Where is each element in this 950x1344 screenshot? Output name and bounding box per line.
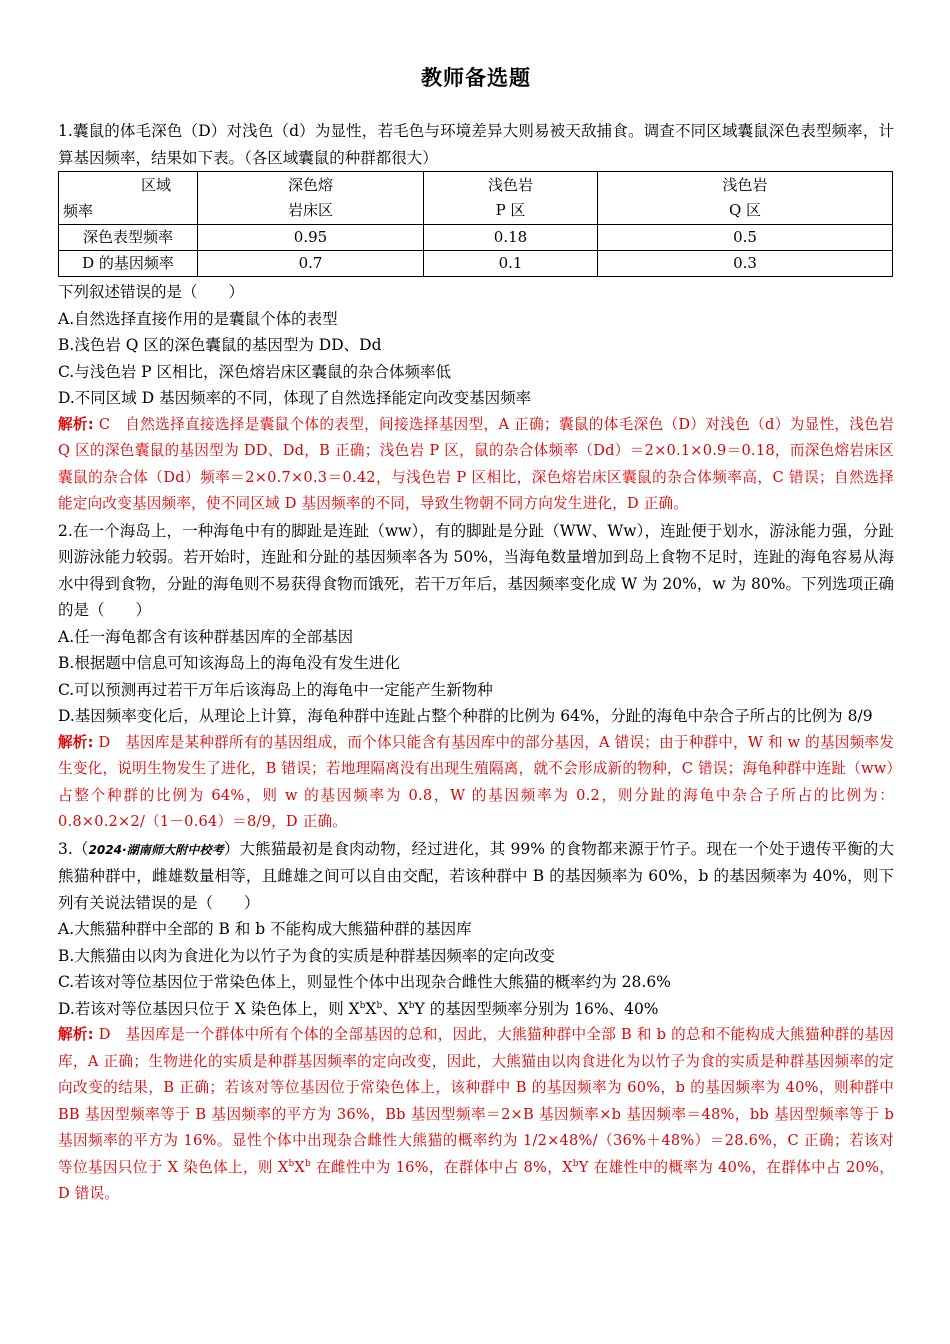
row-label: 深色表型频率 [59, 225, 198, 251]
q3-number: 3.（ [58, 839, 89, 858]
col-header-2-line1: 浅色岩 [487, 176, 533, 194]
q2-option-c: C.可以预测再过若干万年后该海岛上的海龟中一定能产生新物种 [58, 680, 493, 699]
q3-option-d-part: Y 的基因型频率分别为 16%、40% [414, 999, 659, 1018]
q3-source: 2024·湖南师大附中校考 [88, 842, 224, 857]
col-header-3-line2: Q 区 [728, 201, 762, 219]
q3-option-a: A.大熊猫种群中全部的 B 和 b 不能构成大熊猫种群的基因库 [58, 920, 472, 938]
superscript: b [288, 1158, 295, 1169]
q1-ask: 下列叙述错误的是（ ） [58, 283, 245, 301]
answer-lead: 解析: [58, 733, 94, 751]
table-cell: 0.18 [424, 225, 598, 251]
q2-answer [58, 730, 894, 836]
superscript: b [305, 1158, 311, 1169]
q3-option-c: C.若该对等位基因位于常染色体上，则显性个体中出现杂合雌性大熊猫的概率约为 28.6% [58, 973, 671, 991]
table-row [59, 225, 893, 251]
q3-answer-part: Y 在雄性中的概率为 40%，在群体中占 20%，D 错误。 [58, 1158, 894, 1202]
q3-option-d-part: D.若该对等位基因只位于 X 染色体上，则 X [58, 999, 360, 1018]
q3-option-d-part: X [365, 999, 377, 1018]
table-corner-cell [59, 172, 198, 225]
table-row [59, 251, 893, 277]
q1-option-a: A.自然选择直接作用的是囊鼠个体的表型 [58, 309, 338, 328]
q3-option-d [58, 996, 894, 1023]
superscript: b [408, 1000, 415, 1011]
q3-answer-part: X [294, 1158, 306, 1176]
table-cell: 0.5 [598, 225, 893, 251]
q1-answer-text: C 自然选择直接选择是囊鼠个体的表型，间接选择基因型，A 正确；囊鼠的体毛深色（D）对浅色（d）为显性，浅色岩 Q 区的深色囊鼠的基因型为 DD、Dd，B 正确；浅色岩 P 区，鼠的杂合体频率（Dd）＝2×0.1×0.9＝0.18，而深色熔岩床区囊鼠的杂合体（Dd）频率＝2×0.7×0.3＝0.42，与浅色岩 P 区相比，深色熔岩床区囊鼠的杂合体频率高，C 错误；自然选择能定向改变基因频率，使不同区域 D 基因频率的不同，导致生物朝不同方向发生进化，D 正确。 [58, 415, 894, 512]
table-cell: 0.1 [424, 251, 598, 277]
q3-answer [58, 1022, 894, 1208]
table-cell: 0.3 [598, 251, 893, 277]
col-header-1 [198, 172, 424, 225]
q3-answer-part: D 基因库是一个群体中所有个体的全部基因的总和，因此，大熊猫种群中全部 B 和 b 的总和不能构成大熊猫种群的基因库，A 正确；生物进化的实质是种群基因频率的定向改变，因此，大熊猫由以肉食进化为以竹子为食的实质是种群基因频率的定向改变的结果，B 正确；若该对等位基因位于常染色体上，该种群中 B 的基因频率为 60%，b 的基因频率为 40%，则种群中 BB 基因型频率等于 B 基因频率的平方为 36%，Bb 基因型频率＝2×B 基因频率×b 基因频率＝48%，bb 基因型频率等于 b 基因频率的平方为 16%。显性个体中出现杂合雌性大熊猫的概率约为 1/2×48%/（36%＋48%）＝28.6%，C 正确；若该对等位基因只位于 X 染色体上，则 X [58, 1026, 895, 1176]
q2-option-a: A.任一海龟都含有该种群基因库的全部基因 [58, 627, 354, 646]
q2-option-d: D.基因频率变化后，从理论上计算，海龟种群中连趾占整个种群的比例为 64%，分趾的海龟中杂合子所占的比例为 8/9 [58, 707, 873, 725]
page-title: 教师备选题 [421, 66, 531, 90]
col-header-1-line2: 岩床区 [287, 201, 333, 219]
q2-stem: 2.在一个海岛上，一种海龟中有的脚趾是连趾（ww），有的脚趾是分趾（WW、Ww），连趾便于划水，游泳能力强，分趾则游泳能力较弱。若开始时，连趾和分趾的基因频率各为 50%，当海龟数量增加到岛上食物不足时，连趾的海龟容易从海水中得到食物，分趾的海龟则不易获得食物而饿死，若干万年后，基因频率变化成 W 为 20%，w 为 80%。下列选项正确的是（ ） [58, 521, 894, 619]
q2-option-b: B.根据题中信息可知该海岛上的海龟没有发生进化 [58, 654, 400, 672]
col-header-3-line1: 浅色岩 [722, 176, 768, 194]
col-header-2-line2: P 区 [495, 201, 526, 219]
q3-option-d-part: 、X [382, 999, 409, 1018]
superscript: b [359, 1000, 366, 1011]
q3-option-b: B.大熊猫由以肉为食进化为以竹子为食的实质是种群基因频率的定向改变 [58, 946, 555, 965]
q1-stem: 1.囊鼠的体毛深色（D）对浅色（d）为显性，若毛色与环境差异大则易被天敌捕食。调查不同区域囊鼠深色表型频率，计算基因频率，结果如下表。（各区域囊鼠的种群都很大） [58, 122, 894, 167]
q1-table [58, 171, 893, 277]
col-header-1-line1: 深色熔 [287, 176, 333, 194]
table-cell: 0.7 [198, 251, 424, 277]
q1-option-c: C.与浅色岩 P 区相比，深色熔岩床区囊鼠的杂合体频率低 [58, 362, 452, 381]
q1-option-b: B.浅色岩 Q 区的深色囊鼠的基因型为 DD、Dd [58, 336, 382, 354]
answer-lead: 解析: [58, 1026, 94, 1043]
answer-lead: 解析: [58, 415, 94, 433]
q3-stem-text: ）大熊猫最初是食肉动物，经过进化，其 99% 的食物都来源于竹子。现在一个处于遗传平衡的大熊猫种群中，雌雄数量相等，且雌雄之间可以自由交配，若该种群中 B 的基因频率为 60%，b 的基因频率为 40%，则下列有关说法错误的是（ ） [58, 839, 894, 912]
superscript: b [376, 1000, 383, 1011]
q1-option-d: D.不同区域 D 基因频率的不同，体现了自然选择能定向改变基因频率 [58, 389, 532, 407]
superscript: b [572, 1158, 579, 1169]
q3-answer-part: 在雌性中为 16%，在群体中占 8%，X [310, 1158, 573, 1176]
col-header-3 [598, 172, 893, 225]
q1-answer [58, 412, 894, 518]
row-label: D 的基因频率 [59, 251, 198, 277]
col-header-2 [424, 172, 598, 225]
table-cell: 0.95 [198, 225, 424, 251]
document-page [58, 62, 894, 1208]
q3-stem [58, 836, 894, 917]
corner-bottom: 频率 [63, 202, 94, 220]
corner-top: 区域 [141, 176, 172, 194]
q2-answer-text: D 基因库是某种群所有的基因组成，而个体只能含有基因库中的部分基因，A 错误；由于种群中，W 和 w 的基因频率发生变化，说明生物发生了进化，B 错误；若地理隔离没有出现生殖隔离，就不会形成新的物种，C 错误；海龟种群中连趾（ww）占整个种群的比例为 64%，则 w 的基因频率为 0.8，W 的基因频率为 0.2，则分趾的海龟中杂合子所占的比例为：0.8×0.2×2/（1－0.64）＝8/9，D 正确。 [58, 733, 895, 830]
